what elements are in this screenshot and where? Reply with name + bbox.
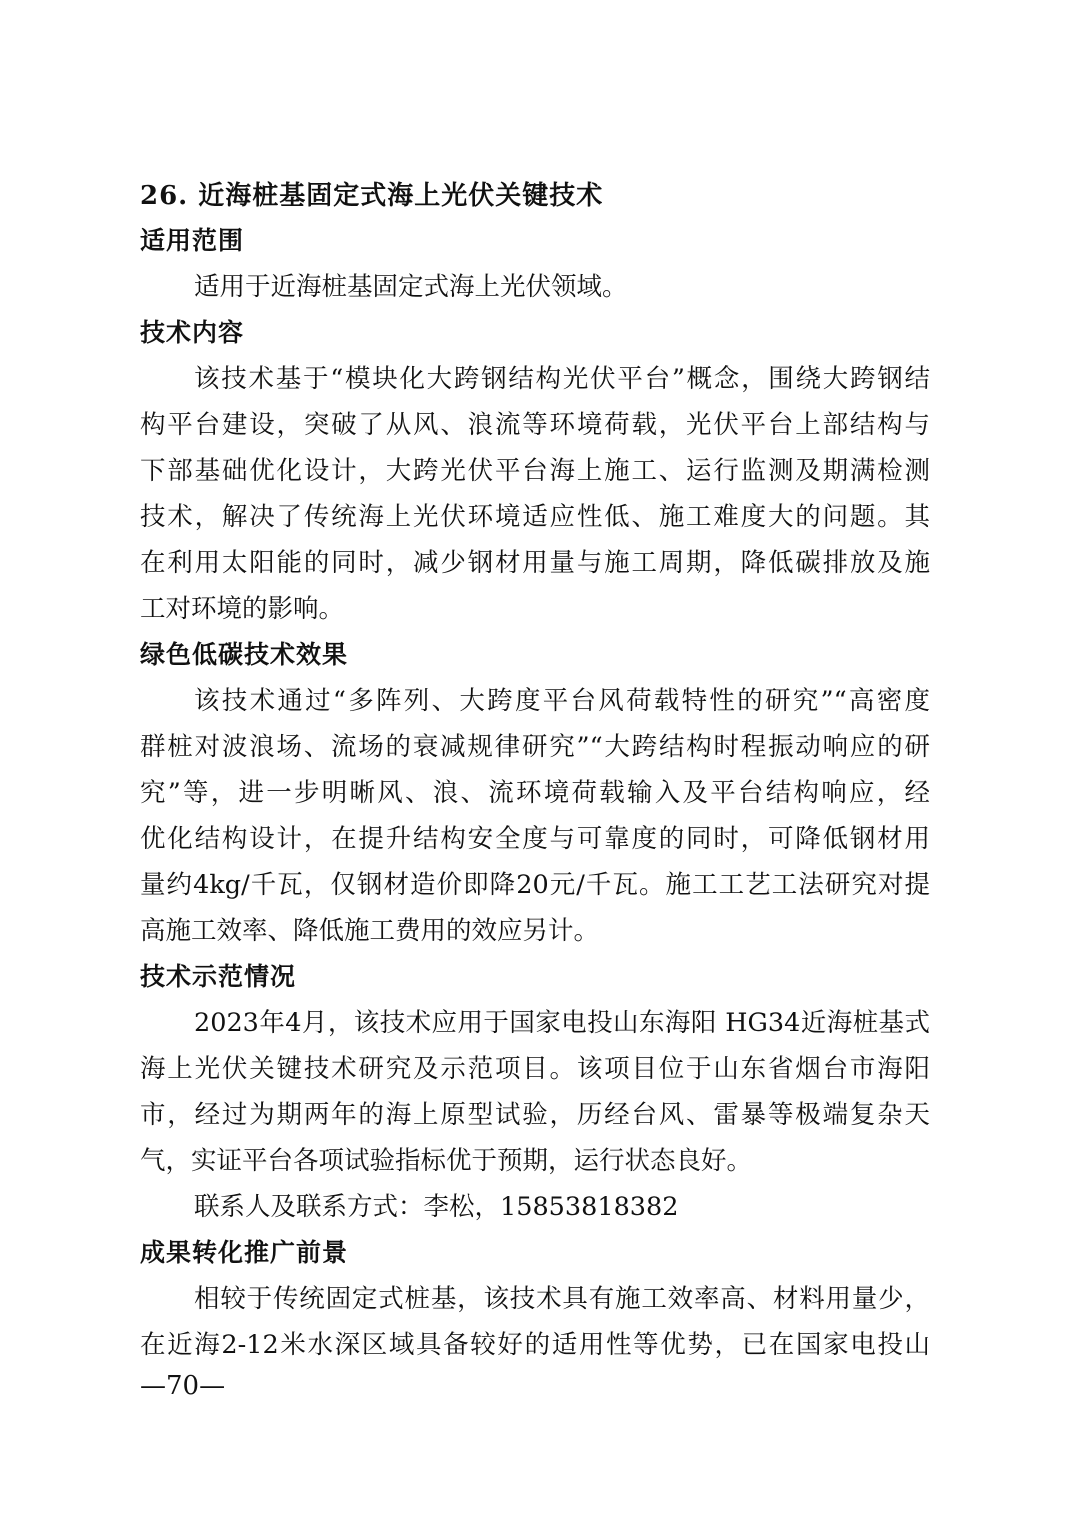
paragraph-line: 2023年4月，该技术应用于国家电投山东海阳 HG34近海桩基式 [194, 1008, 930, 1038]
page-number: —70— [140, 1371, 226, 1401]
paragraph-line: 在近海2-12米水深区域具备较好的适用性等优势，已在国家电投山 [140, 1330, 930, 1360]
paragraph-line: 该技术基于“模块化大跨钢结构光伏平台”概念，围绕大跨钢结 [194, 364, 930, 394]
paragraph-line: 构平台建设，突破了从风、浪流等环境荷载，光伏平台上部结构与 [140, 410, 930, 440]
scope-paragraph [140, 264, 930, 310]
effect-paragraph [140, 678, 930, 954]
paragraph-line: 气，实证平台各项试验指标优于预期，运行状态良好。 [140, 1146, 753, 1176]
paragraph-line: 在利用太阳能的同时，减少钢材用量与施工周期，降低碳排放及施 [140, 548, 930, 578]
section-heading-effect: 绿色低碳技术效果 [140, 640, 349, 669]
section-heading-demonstration: 技术示范情况 [140, 962, 297, 991]
paragraph-line: 技术，解决了传统海上光伏环境适应性低、施工难度大的问题。其 [140, 502, 930, 532]
section-heading-content: 技术内容 [140, 318, 245, 347]
paragraph-line: 海上光伏关键技术研究及示范项目。该项目位于山东省烟台市海阳 [140, 1054, 930, 1084]
section-heading-scope: 适用范围 [140, 226, 245, 255]
section-heading-prospect: 成果转化推广前景 [140, 1238, 349, 1267]
paragraph-line: 适用于近海桩基固定式海上光伏领域。 [194, 272, 628, 302]
paragraph-line: 工对环境的影响。 [140, 594, 345, 624]
content-paragraph [140, 356, 930, 632]
contact-info: 联系人及联系方式：李松，15853818382 [194, 1192, 679, 1222]
paragraph-line: 该技术通过“多阵列、大跨度平台风荷载特性的研究”“高密度 [194, 686, 930, 716]
paragraph-line: 究”等，进一步明晰风、浪、流环境荷载输入及平台结构响应，经 [140, 778, 930, 808]
prospect-paragraph [140, 1276, 930, 1368]
paragraph-line: 下部基础优化设计，大跨光伏平台海上施工、运行监测及期满检测 [140, 456, 930, 486]
paragraph-line: 群桩对波浪场、流场的衰减规律研究”“大跨结构时程振动响应的研 [140, 732, 930, 762]
demonstration-paragraph [140, 1000, 930, 1184]
paragraph-line: 相较于传统固定式桩基，该技术具有施工效率高、材料用量少， [194, 1284, 930, 1314]
document-title: 26. 近海桩基固定式海上光伏关键技术 [140, 181, 604, 211]
paragraph-line: 量约4kg/千瓦，仅钢材造价即降20元/千瓦。施工工艺工法研究对提 [140, 870, 930, 900]
paragraph-line: 高施工效率、降低施工费用的效应另计。 [140, 916, 600, 946]
document-body [140, 174, 930, 1368]
paragraph-line: 优化结构设计，在提升结构安全度与可靠度的同时，可降低钢材用 [140, 824, 930, 854]
paragraph-line: 市，经过为期两年的海上原型试验，历经台风、雷暴等极端复杂天 [140, 1100, 930, 1130]
